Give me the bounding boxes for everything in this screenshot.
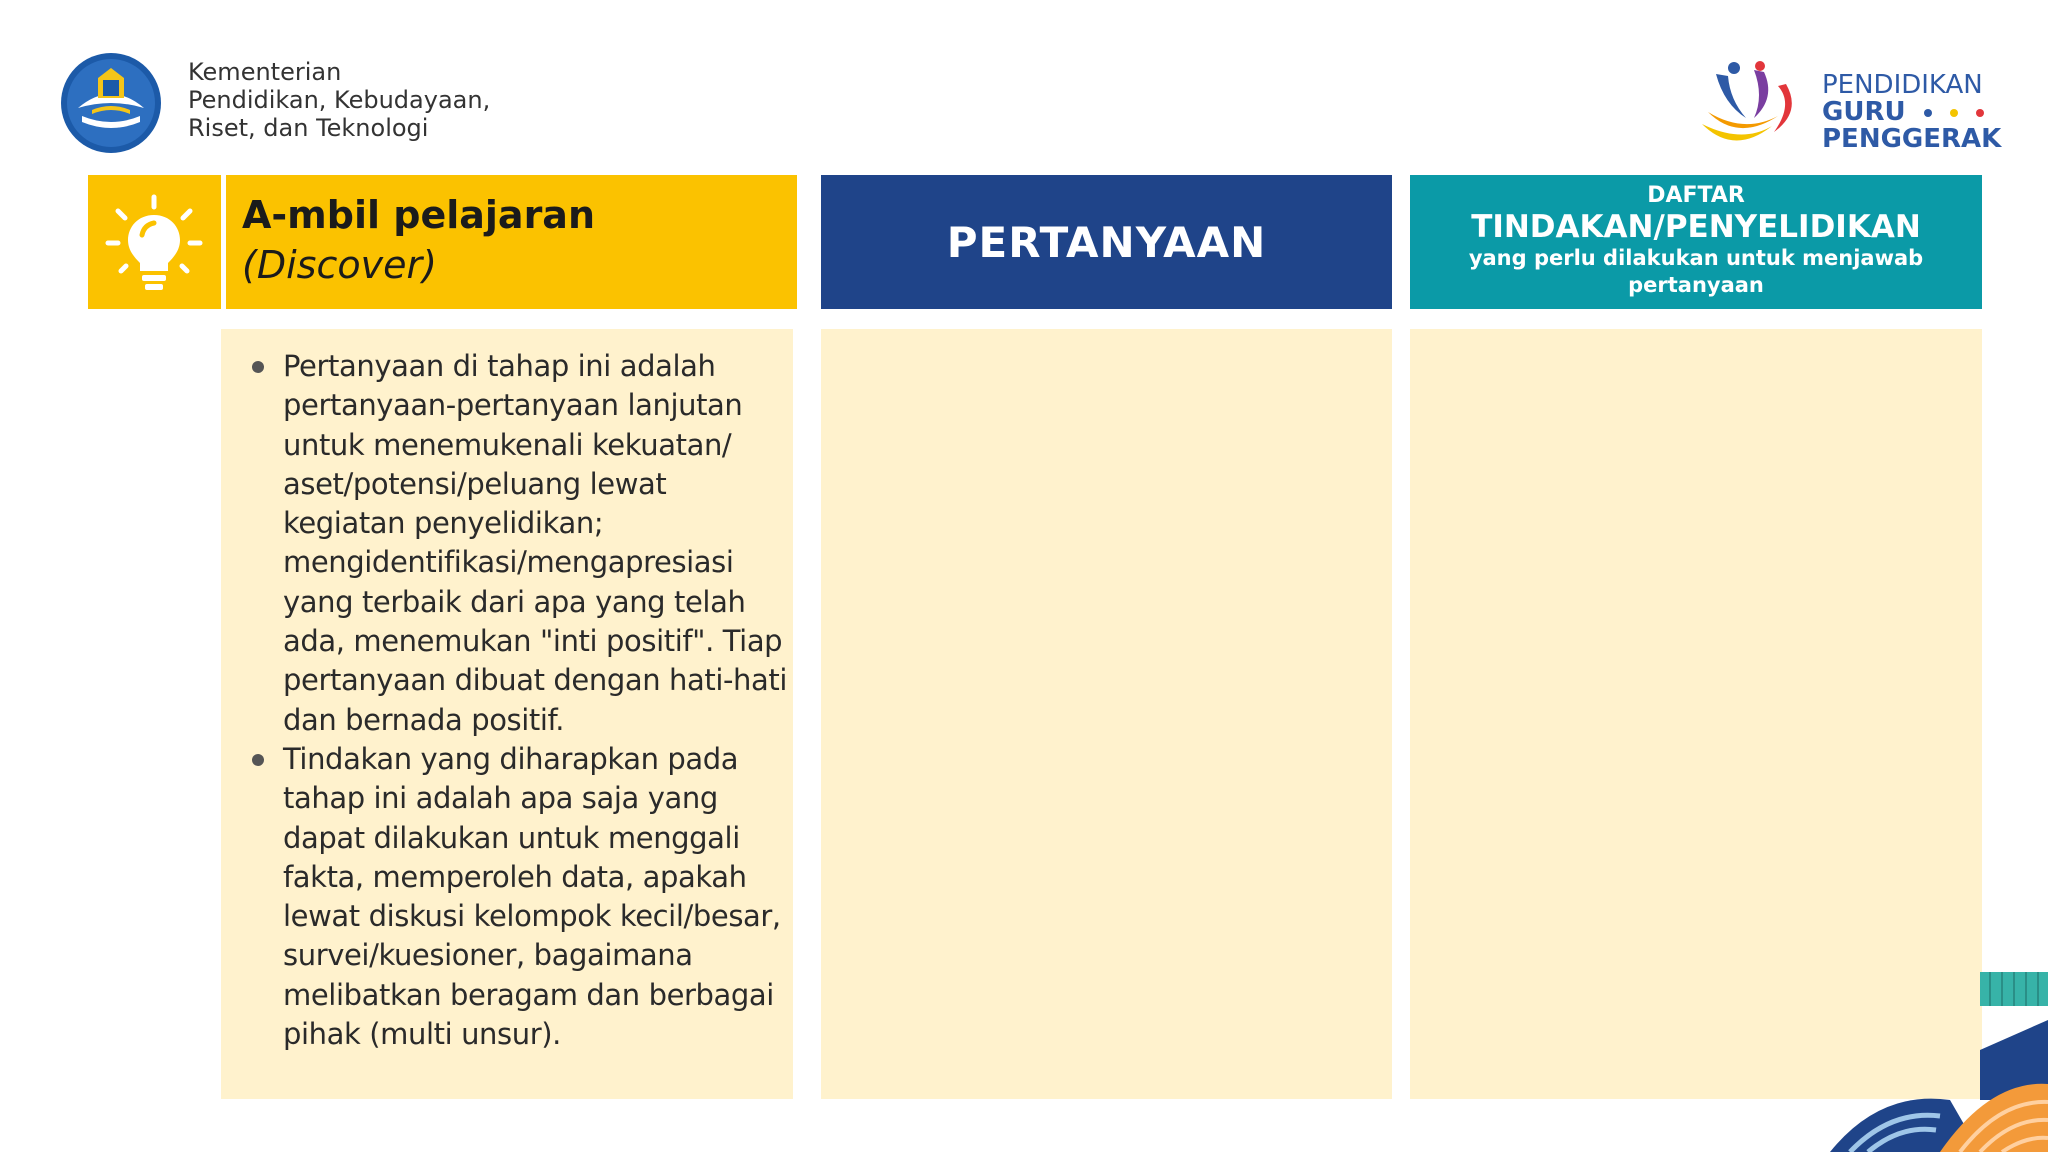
- brand-line-2-text: GURU: [1822, 97, 1906, 127]
- ministry-logo: [58, 50, 164, 156]
- stage-title: A-mbil pelajaran: [242, 193, 596, 237]
- guru-penggerak-wordmark: [1822, 72, 2001, 153]
- brand-line-2: [1822, 99, 2001, 126]
- lightbulb-icon: [88, 175, 221, 309]
- stage-bullet-list: [249, 347, 789, 1054]
- ministry-line-1: Kementerian: [188, 58, 342, 86]
- brand-dot-yellow-icon: [1950, 109, 1958, 117]
- stage-bullet-2: Tindakan yang diharapkan pada tahap ini adalah apa saja yang dapat dilakukan untuk menggali fakta, memperoleh data, apakah lewat diskusi kelompok kecil/besar, survei/kuesioner, bagaimana melibatkan beragam dan berbagai pihak (multi unsur).: [249, 740, 789, 1054]
- ministry-line-3: Riset, dan Teknologi: [188, 114, 429, 142]
- brand-dot-red-icon: [1976, 109, 1984, 117]
- actions-subtitle: yang perlu dilakukan untuk menjawab pertanyaan: [1468, 246, 1924, 297]
- ministry-name: [188, 58, 490, 142]
- actions-top-label: DAFTAR: [1647, 183, 1745, 208]
- decorative-corner-pattern: [1790, 960, 2048, 1152]
- brand-line-3: PENGGERAK: [1822, 124, 2002, 154]
- brand-line-1: PENDIDIKAN: [1822, 70, 1983, 100]
- stage-title-box: [226, 175, 797, 309]
- stage-description-panel: [221, 329, 793, 1099]
- brand-dot-blue-icon: [1924, 109, 1932, 117]
- questions-title: PERTANYAAN: [946, 217, 1267, 267]
- actions-header: [1410, 175, 1982, 309]
- questions-panel[interactable]: [821, 329, 1392, 1099]
- actions-title: TINDAKAN/PENYELIDIKAN: [1471, 209, 1921, 245]
- stage-subtitle: (Discover): [242, 243, 437, 287]
- ministry-line-2: Pendidikan, Kebudayaan,: [188, 86, 491, 114]
- guru-penggerak-logo: [1694, 60, 1804, 156]
- questions-header: [821, 175, 1392, 309]
- stage-bullet-1: Pertanyaan di tahap ini adalah pertanyaan-pertanyaan lanjutan untuk menemukenali kekuatan/ aset/potensi/peluang lewat kegiatan penyelidikan; mengidentifikasi/mengapresiasi yang terbaik dari apa yang telah ada, menemukan "inti positif". Tiap pertanyaan dibuat dengan hati-hati dan bernada positif.: [249, 347, 789, 740]
- stage-icon-box: [88, 175, 221, 309]
